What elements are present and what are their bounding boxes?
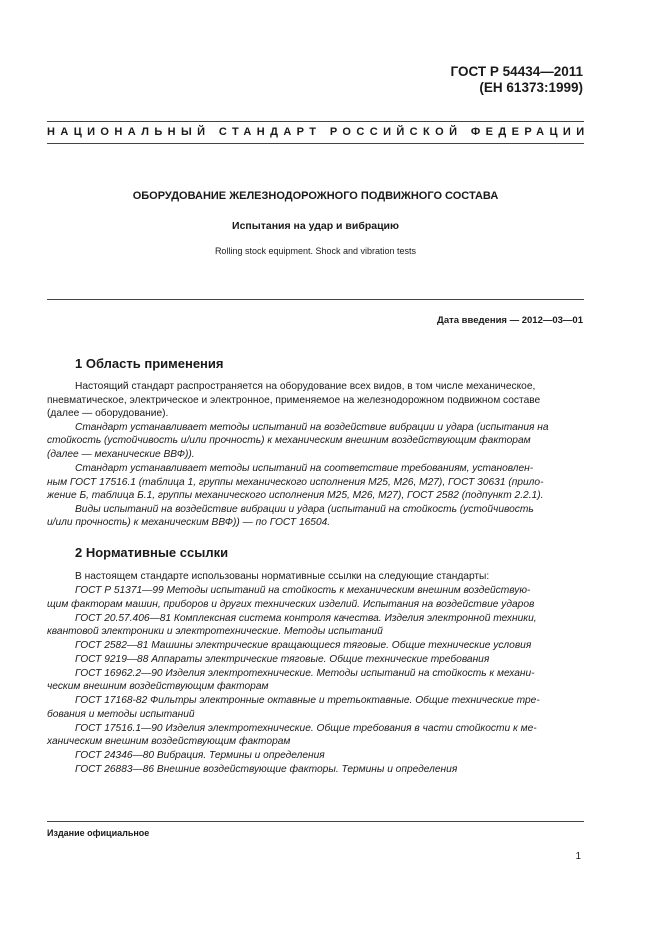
banner-bottom-rule: [47, 143, 584, 144]
introduction-date: Дата введения — 2012—03—01: [437, 315, 583, 326]
paragraph-line: (далее — оборудование).: [47, 408, 169, 419]
document-code-line2: (ЕН 61373:1999): [479, 80, 583, 95]
reference-line: ГОСТ 9219—88 Аппараты электрические тяговые. Общие технические требования: [75, 654, 490, 665]
reference-line: щим факторам машин, приборов и других технических изделий. Испытания на воздействие ударов: [47, 599, 535, 610]
document-code: [451, 64, 583, 96]
paragraph-line: Стандарт устанавливает методы испытаний на соответствие требованиям, установлен-: [75, 463, 534, 474]
paragraph-line: Виды испытаний на воздействие вибрации и удара (испытаний на стойкость (устойчивость: [75, 504, 534, 515]
banner-top-rule: [47, 121, 584, 122]
footer-rule: [47, 821, 584, 822]
reference-line: ческим внешним воздействующим факторам: [47, 681, 269, 692]
reference-line: ГОСТ 20.57.406—81 Комплексная система контроля качества. Изделия электронной техники,: [75, 613, 537, 624]
reference-line: ГОСТ 16962.2—90 Изделия электротехнические. Методы испытаний на стойкость к механи-: [75, 668, 535, 679]
reference-line: ГОСТ Р 51371—99 Методы испытаний на стойкость к механическим внешним воздействую-: [75, 585, 531, 596]
document-title: ОБОРУДОВАНИЕ ЖЕЛЕЗНОДОРОЖНОГО ПОДВИЖНОГО СОСТАВА: [132, 190, 499, 202]
section-1-heading: 1 Область применения: [75, 356, 224, 371]
page-number: 1: [575, 851, 581, 862]
paragraph-line: жение Б, таблица Б.1, группы механического исполнения М25, М26, М27), ГОСТ 2582 (подпункт 2.2.1).: [47, 490, 544, 501]
edition-note: Издание официальное: [47, 828, 150, 838]
section-2-heading: 2 Нормативные ссылки: [75, 545, 229, 560]
national-standard-banner: НАЦИОНАЛЬНЫЙ СТАНДАРТ РОССИЙСКОЙ ФЕДЕРАЦИИ: [47, 126, 590, 138]
paragraph-line: стойкость (устойчивость и/или прочность) к механическим внешним воздействующим факторам: [47, 435, 531, 446]
reference-line: ханическим внешним воздействующим факторам: [47, 736, 291, 747]
paragraph-line: В настоящем стандарте использованы нормативные ссылки на следующие стандарты:: [75, 571, 490, 582]
paragraph-line: пневматическое, электрическое и электронное, применяемое на железнодорожном подвижном составе: [47, 395, 541, 406]
reference-line: ГОСТ 24346—80 Вибрация. Термины и определения: [75, 750, 325, 761]
reference-line: бования и методы испытаний: [47, 709, 195, 720]
reference-line: ГОСТ 26883—86 Внешние воздействующие факторы. Термины и определения: [75, 764, 458, 775]
document-subtitle: Испытания на удар и вибрацию: [232, 220, 399, 232]
reference-line: квантовой электроники и электротехнические. Методы испытаний: [47, 626, 383, 637]
document-code-line1: ГОСТ Р 54434—2011: [450, 64, 583, 79]
paragraph-line: ным ГОСТ 17516.1 (таблица 1, группы механического исполнения М25, М26, М27), ГОСТ 30631 (прило-: [47, 477, 544, 488]
paragraph-line: Стандарт устанавливает методы испытаний на воздействие вибрации и удара (испытания на: [75, 422, 549, 433]
reference-line: ГОСТ 2582—81 Машины электрические вращающиеся тяговые. Общие технические условия: [75, 640, 532, 651]
reference-line: ГОСТ 17516.1—90 Изделия электротехнические. Общие требования в части стойкости к ме-: [75, 723, 537, 734]
paragraph-line: (далее — механические ВВФ)).: [47, 449, 195, 460]
reference-line: ГОСТ 17168-82 Фильтры электронные октавные и третьоктавные. Общие технические тре-: [75, 695, 540, 706]
english-title: Rolling stock equipment. Shock and vibration tests: [214, 246, 417, 256]
paragraph-line: Настоящий стандарт распространяется на оборудование всех видов, в том числе механическое,: [75, 381, 536, 392]
paragraph-line: и/или прочность) к механическим ВВФ)) — по ГОСТ 16504.: [47, 517, 331, 528]
title-separator-rule: [47, 299, 584, 300]
